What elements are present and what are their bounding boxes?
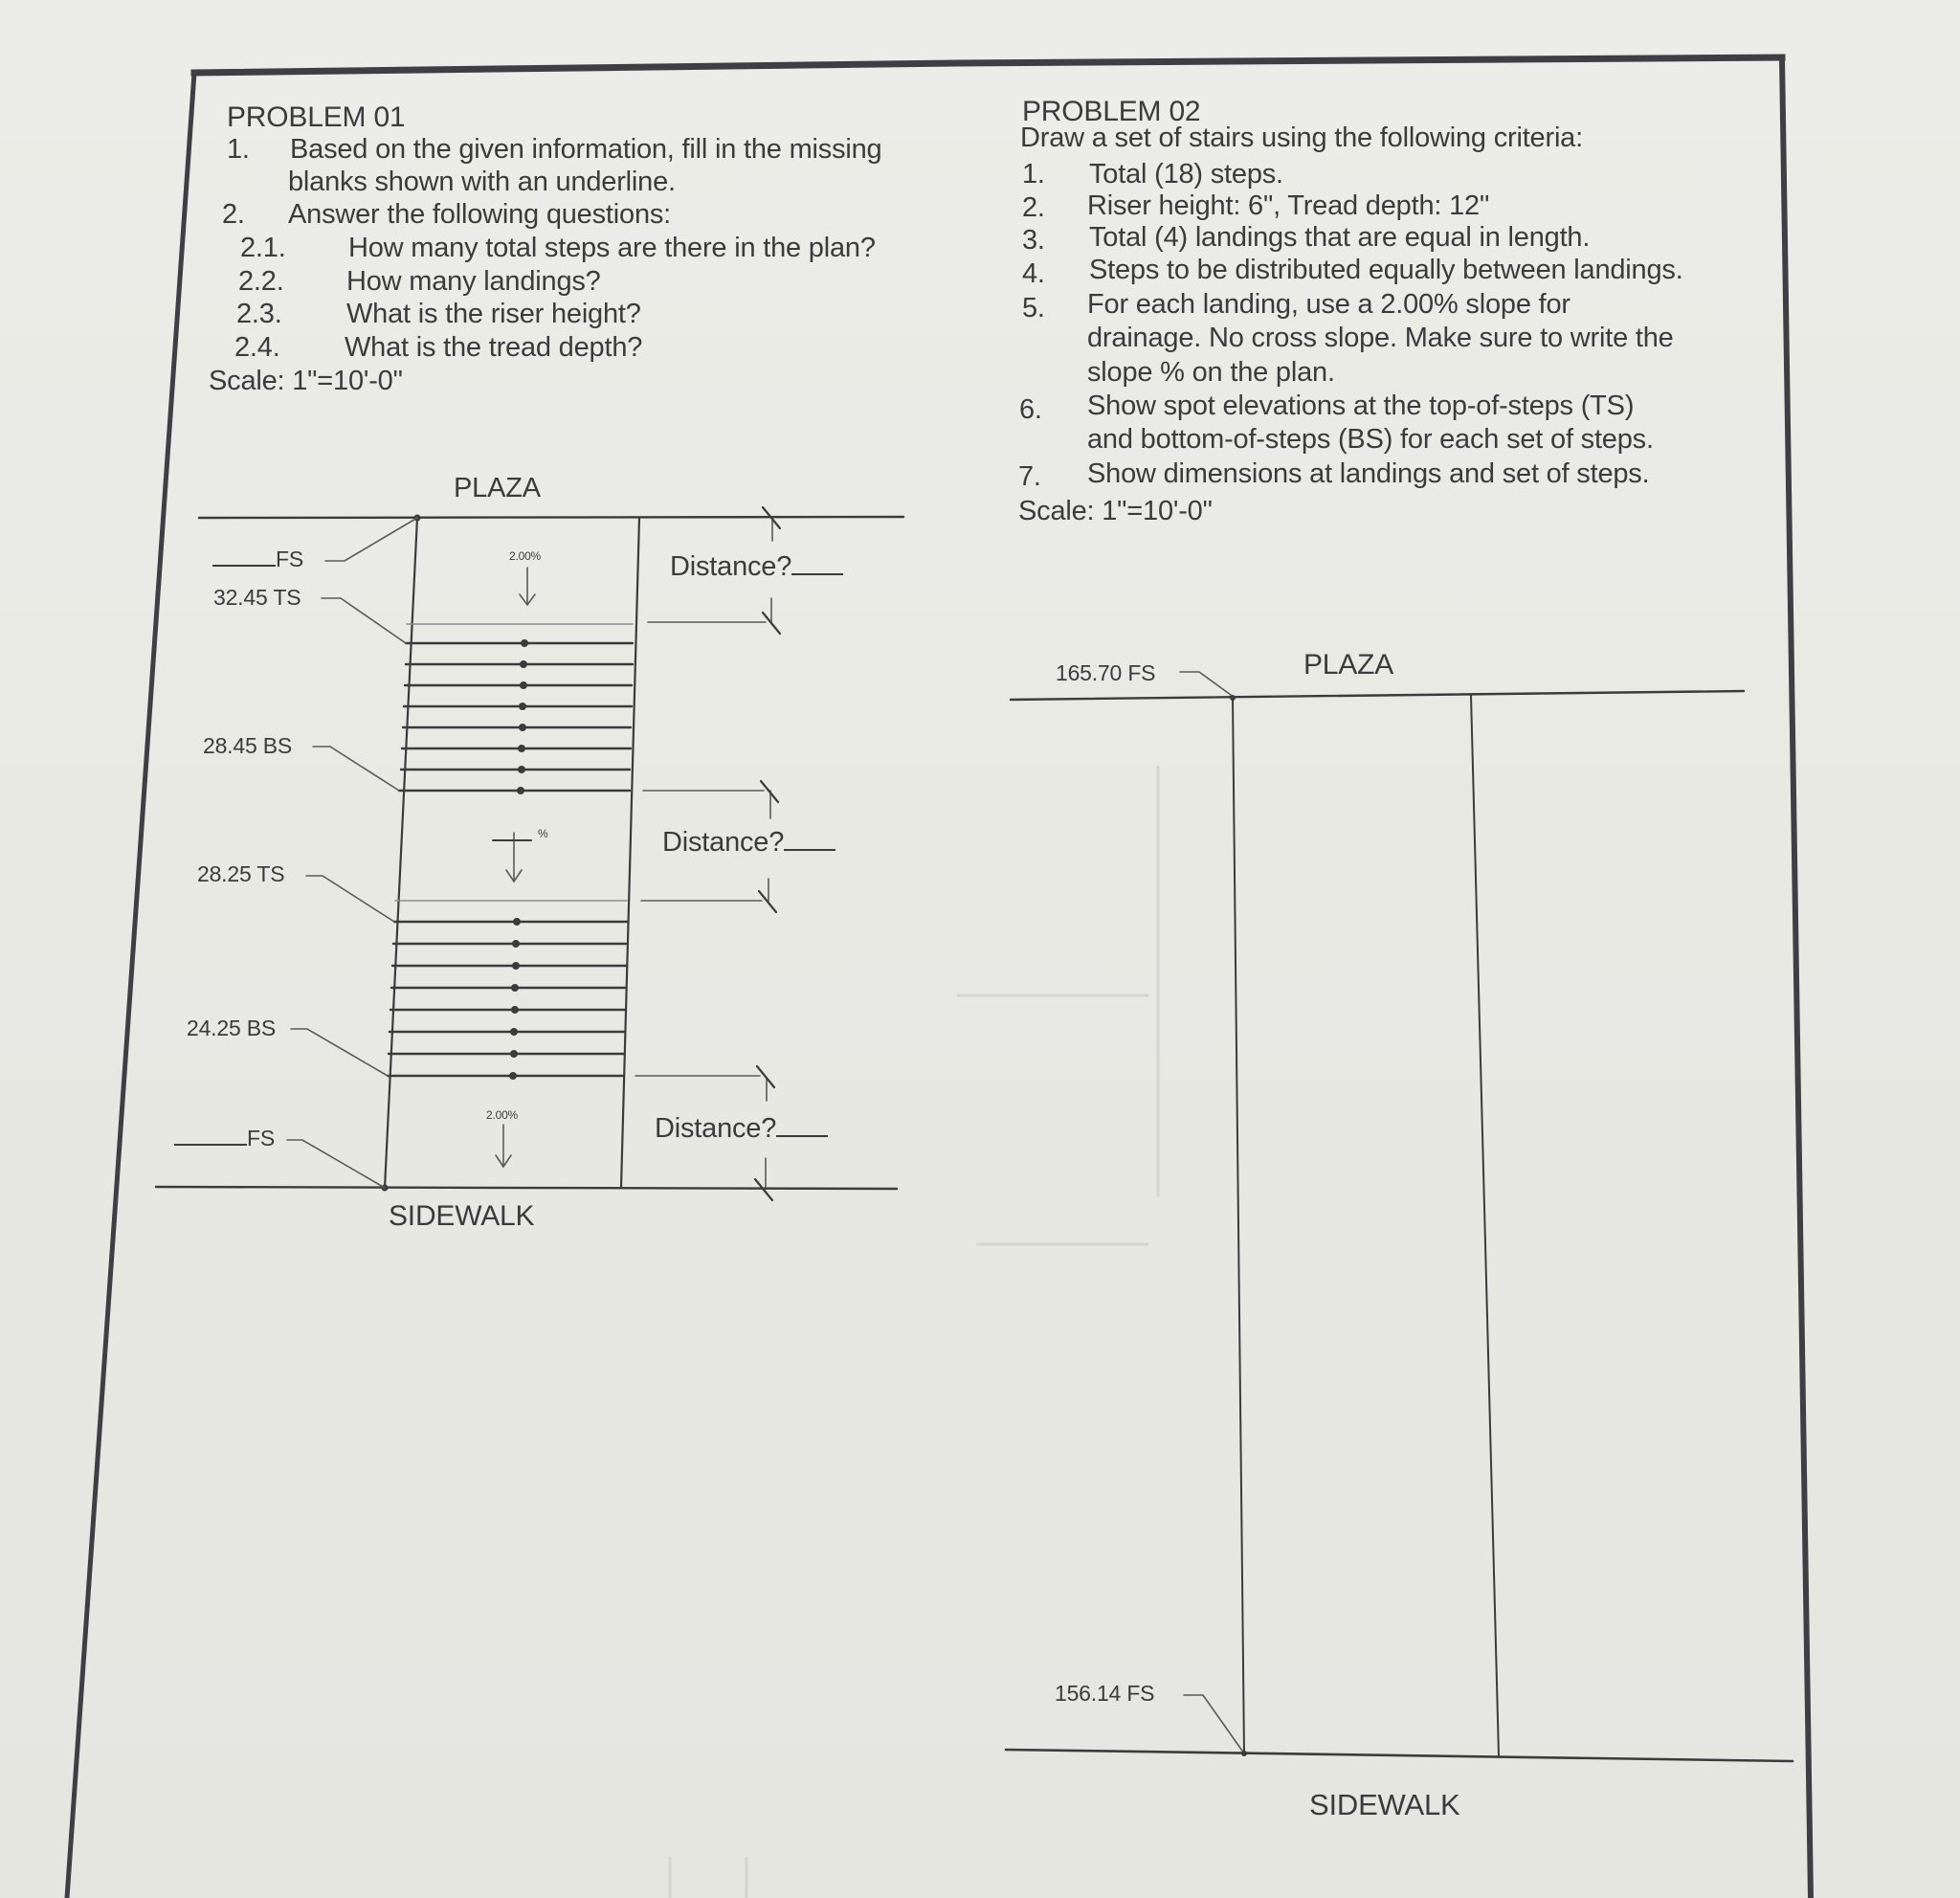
question-2-4-number: 2.4.: [234, 332, 280, 363]
criterion-5-line2: drainage. No cross slope. Make sure to write the: [1087, 323, 1674, 353]
problem02-plaza-label: PLAZA: [1303, 649, 1394, 681]
criterion-6-number: 6.: [1019, 394, 1042, 425]
criterion-1-text: Total (18) steps.: [1089, 159, 1283, 190]
problem01-title: PROBLEM 01: [227, 101, 406, 133]
elevation-blank-top-fs[interactable]: [212, 565, 276, 567]
elevation-leaders: [287, 518, 417, 1188]
distance-blank-lower[interactable]: [776, 1135, 828, 1137]
problem01-item-2-number: 2.: [222, 199, 245, 230]
problem01-sidewalk-label: SIDEWALK: [389, 1200, 535, 1232]
elevation-label-24-25-bs: 24.25 BS: [187, 1016, 277, 1040]
criterion-7-number: 7.: [1018, 461, 1041, 492]
problem01-plaza-label: PLAZA: [454, 473, 541, 503]
tread-dots: [382, 515, 529, 1192]
problem01-item-1-line2: blanks shown with an underline.: [288, 167, 676, 197]
elevation-label-28-25-ts: 28.25 TS: [197, 861, 285, 886]
distance-blank-middle[interactable]: [784, 849, 835, 851]
problem02-top-elevation: 165.70 FS: [1056, 660, 1156, 685]
distance-label-upper-landing: Distance?: [670, 551, 843, 583]
criterion-2-number: 2.: [1022, 192, 1045, 223]
criterion-7-text: Show dimensions at landings and set of steps.: [1087, 458, 1650, 489]
slope-label-upper-landing: 2.00%: [509, 549, 542, 563]
question-2-3-text: What is the riser height?: [346, 299, 641, 329]
criterion-3-text: Total (4) landings that are equal in length.: [1089, 222, 1591, 253]
elevation-label-28-45-bs: 28.45 BS: [203, 733, 293, 758]
criterion-6-line1: Show spot elevations at the top-of-steps (TS): [1087, 391, 1635, 421]
distance-label-middle-landing: Distance?: [662, 827, 835, 859]
distance-blank-upper[interactable]: [791, 573, 843, 575]
distance-label-lower-landing: Distance?: [655, 1113, 828, 1145]
elevation-blank-bottom-fs[interactable]: [174, 1144, 247, 1146]
criterion-1-number: 1.: [1022, 159, 1045, 190]
elevation-label-32-45-ts: 32.45 TS: [213, 585, 301, 610]
question-2-1-number: 2.1.: [240, 233, 286, 263]
criterion-5-line3: slope % on the plan.: [1087, 357, 1335, 388]
question-2-3-number: 2.3.: [236, 299, 282, 329]
problem02-drawing-area[interactable]: [1244, 703, 1483, 1747]
criterion-5-number: 5.: [1022, 293, 1045, 324]
criterion-3-number: 3.: [1022, 225, 1045, 256]
problem02-scale: Scale: 1"=10'-0": [1018, 496, 1213, 526]
question-2-1-text: How many total steps are there in the plan?: [348, 233, 876, 263]
slope-label-middle-landing-suffix: %: [538, 827, 548, 840]
elevation-label-bottom-fs: FS: [174, 1126, 275, 1151]
question-2-2-number: 2.2.: [238, 266, 284, 297]
criterion-5-line1: For each landing, use a 2.00% slope for: [1087, 289, 1570, 320]
slope-label-lower-landing: 2.00%: [486, 1108, 519, 1122]
criterion-2-text: Riser height: 6", Tread depth: 12": [1087, 190, 1490, 221]
criterion-6-line2: and bottom-of-steps (BS) for each set of steps.: [1087, 424, 1654, 455]
criterion-4-number: 4.: [1022, 258, 1045, 289]
bleed-through-marks: [670, 766, 1158, 1898]
question-2-2-text: How many landings?: [346, 266, 601, 297]
problem02-bottom-elevation: 156.14 FS: [1055, 1681, 1155, 1706]
problem01-item-1-line1: Based on the given information, fill in the missing: [290, 134, 882, 165]
problem02-title: PROBLEM 02: [1022, 96, 1201, 127]
problem01-item-2-line1: Answer the following questions:: [288, 199, 672, 230]
problem01-scale: Scale: 1"=10'-0": [209, 366, 403, 396]
elevation-label-top-fs: FS: [212, 547, 303, 572]
criterion-4-text: Steps to be distributed equally between landings.: [1089, 255, 1683, 285]
question-2-4-text: What is the tread depth?: [345, 332, 643, 363]
problem02-sidewalk-label: SIDEWALK: [1309, 1788, 1460, 1821]
problem01-item-1-number: 1.: [227, 134, 250, 165]
slope-blank-middle-landing[interactable]: [493, 829, 531, 842]
problem02-intro: Draw a set of stairs using the following criteria:: [1020, 123, 1583, 153]
